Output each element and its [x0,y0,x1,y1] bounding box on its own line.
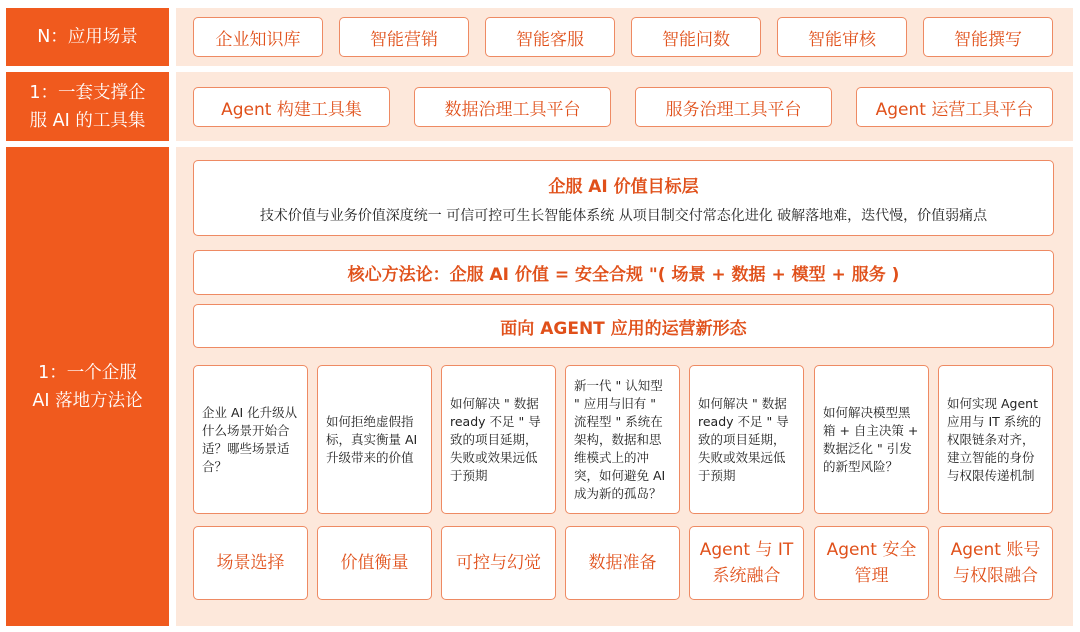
tool-chip-agent-build: Agent 构建工具集 [193,87,390,127]
question-text: 如何实现 Agent 应用与 IT 系统的权限链条对齐，建立智能的身份与权限传递机制 [947,395,1042,483]
scenario-chip-knowledge-base: 企业知识库 [193,17,323,57]
answer-text: 价值衡量 [340,553,409,573]
value-layer-subtitle: 技术价值与业务价值深度统一 可信可控可生长智能体系统 从项目制交付常态化进化 破解落地难，迭代慢，价值弱痛点 [259,207,988,224]
row-label-scenarios-text: N：应用场景 [37,27,138,47]
answer-text: Agent 与 IT 系统融合 [699,540,794,586]
row-label-scenarios [6,8,169,66]
row-label-toolset-text: 1：一套支撑企服 AI 的工具集 [29,82,146,131]
answer-card-4 [565,526,680,600]
tool-chip-service-governance: 服务治理工具平台 [635,87,832,127]
question-card-4 [565,365,680,514]
row-label-toolset [6,72,169,141]
question-card-7 [938,365,1053,514]
scenario-chip-data-query: 智能问数 [631,17,761,57]
scenario-chip-marketing: 智能营销 [339,17,469,57]
answer-card-2 [317,526,432,600]
answer-text: Agent 账号与权限融合 [950,540,1041,586]
scenario-chip-customer-service: 智能客服 [485,17,615,57]
question-text: 如何解决 " 数据 ready 不足 " 导致的项目延期，失败或效果远低于预期 [698,395,789,483]
tool-chip-agent-ops: Agent 运营工具平台 [856,87,1053,127]
question-card-2 [317,365,432,514]
new-form-box [193,304,1054,348]
methodology-title: 核心方法论：企服 AI 价值 = 安全合规 "( 场景 + 数据 + 模型 + 服务 ) [347,265,900,285]
question-text: 新一代 " 认知型 " 应用与旧有 " 流程型 " 系统在架构，数据和思维模式上的冲突，如何避免 AI 成为新的孤岛？ [574,377,666,501]
question-card-1 [193,365,308,514]
answer-text: 数据准备 [588,553,657,573]
methodology-box [193,250,1054,295]
scenario-chip-review: 智能审核 [777,17,907,57]
question-card-5 [689,365,804,514]
row-label-methodology-text: 1：一个企服 AI 落地方法论 [32,362,143,411]
question-text: 企业 AI 化升级从什么场景开始合适？哪些场景适合？ [202,404,298,474]
question-card-3 [441,365,556,514]
question-text: 如何解决模型黑箱 + 自主决策 + 数据泛化 " 引发的新型风险？ [823,404,919,474]
scenario-chip-writing: 智能撰写 [923,17,1053,57]
answer-card-6 [814,526,929,600]
answer-card-7 [938,526,1053,600]
answer-card-1 [193,526,308,600]
value-layer-box [193,160,1054,236]
answer-card-5 [689,526,804,600]
question-text: 如何解决 " 数据 ready 不足 " 导致的项目延期，失败或效果远低于预期 [450,395,541,483]
answer-text: 可控与幻觉 [456,553,541,573]
answer-text: Agent 安全管理 [826,540,917,586]
question-text: 如何拒绝虚假指标，真实衡量 AI 升级带来的价值 [326,413,418,465]
new-form-title: 面向 AGENT 应用的运营新形态 [500,318,747,339]
tool-chip-data-governance: 数据治理工具平台 [414,87,611,127]
row-label-methodology [6,147,169,626]
answer-text: 场景选择 [216,553,285,573]
answer-card-3 [441,526,556,600]
value-layer-title: 企服 AI 价值目标层 [548,176,699,197]
question-card-6 [814,365,929,514]
